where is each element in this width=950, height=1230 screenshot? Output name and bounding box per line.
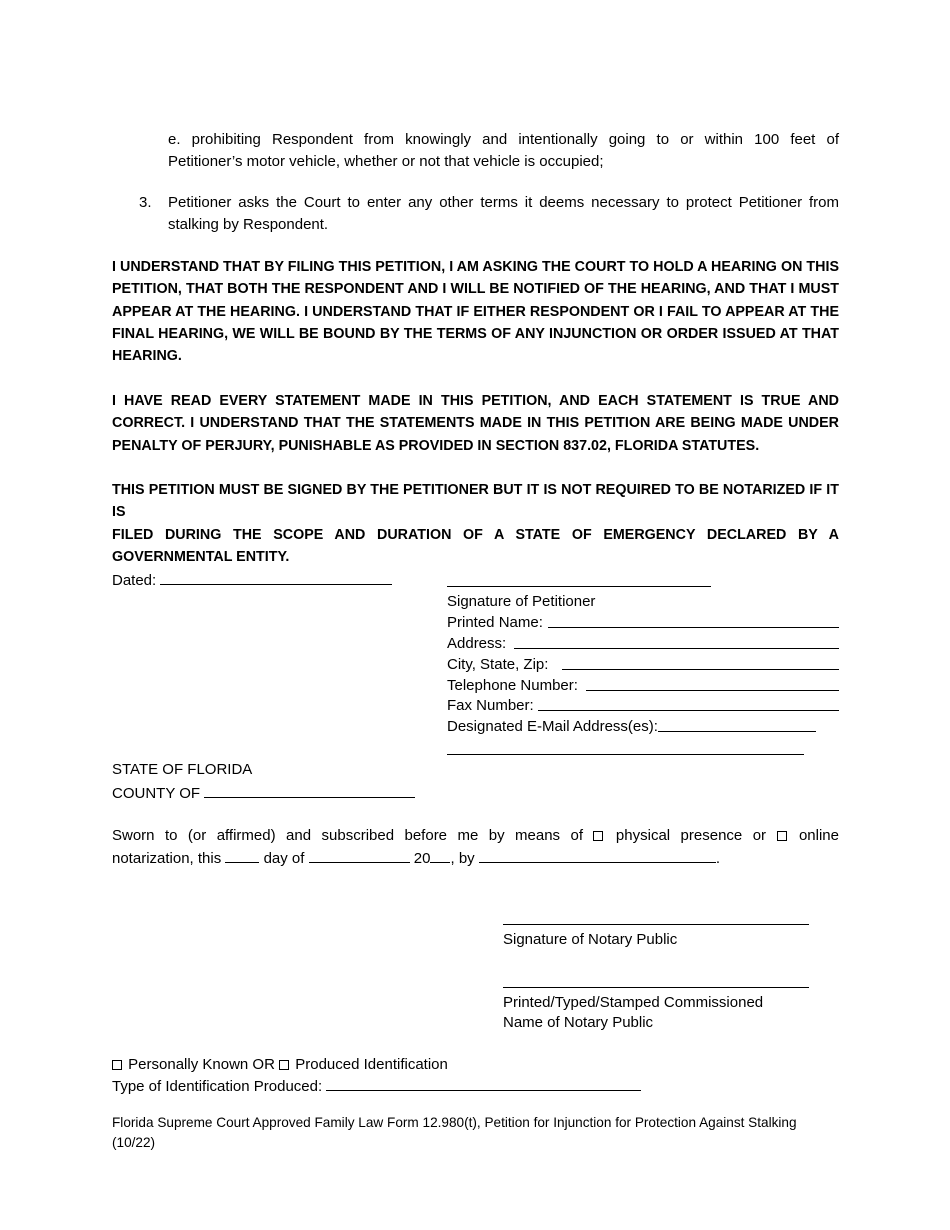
printed-name-blank[interactable] [548, 612, 839, 628]
petitioner-signature-line[interactable] [447, 586, 711, 587]
physical-presence-label: physical presence or [615, 827, 767, 844]
item-3-line-1: Petitioner asks the Court to enter any other terms it deems necessary to protect Petitioner from [168, 194, 839, 211]
footer [112, 1113, 797, 1153]
produced-identification-label: Produced Identification [295, 1056, 448, 1073]
state-label: STATE OF FLORIDA [112, 761, 253, 778]
city-state-zip-label: City, State, Zip: [447, 656, 549, 673]
identification-type-label: Type of Identification Produced: [112, 1078, 323, 1095]
telephone-blank[interactable] [586, 675, 839, 691]
sworn-text: Sworn to (or affirmed) and subscribed before me by means of [112, 827, 584, 844]
day-blank[interactable] [225, 847, 259, 863]
footer-form-date: (10/22) [112, 1135, 156, 1150]
item-3 [168, 192, 839, 235]
sworn-statement [112, 825, 839, 869]
email-label: Designated E-Mail Address(es): [447, 718, 658, 735]
email-blank[interactable] [658, 716, 816, 732]
address-field [447, 633, 839, 654]
personally-known-label: Personally Known OR [128, 1056, 275, 1073]
item-e-line-1: e. prohibiting Respondent from knowingly and intentionally going to or within 100 feet of [168, 131, 839, 148]
email-field [447, 716, 816, 737]
notice-hearing-line: PETITION, THAT BOTH THE RESPONDENT AND I WILL BE NOTIFIED OF THE HEARING, AND THAT I MUST [112, 281, 839, 298]
fax-blank[interactable] [538, 695, 839, 711]
item-e-line-2: Petitioner’s motor vehicle, whether or not that vehicle is occupied; [168, 152, 604, 170]
year-blank[interactable] [430, 847, 450, 863]
item-3-line-2: stalking by Respondent. [168, 215, 329, 233]
notice-perjury-line: I HAVE READ EVERY STATEMENT MADE IN THIS PETITION, AND EACH STATEMENT IS TRUE AND [112, 393, 839, 409]
notice-perjury-line: PENALTY OF PERJURY, PUNISHABLE AS PROVIDED IN SECTION 837.02, FLORIDA STATUTES. [112, 437, 760, 454]
notice-signature [112, 479, 839, 568]
notice-signature-line: GOVERNMENTAL ENTITY. [112, 548, 290, 565]
dated-label: Dated: [112, 572, 157, 589]
notice-perjury [112, 390, 839, 457]
county-label: COUNTY OF [112, 785, 201, 802]
notary-signature-label: Signature of Notary Public [503, 931, 678, 948]
notice-hearing [112, 256, 839, 367]
dated-blank[interactable] [160, 569, 392, 585]
notice-hearing-line: I UNDERSTAND THAT BY FILING THIS PETITION, I AM ASKING THE COURT TO HOLD A HEARING ON THIS [112, 259, 839, 275]
city-state-zip-blank[interactable] [562, 654, 839, 670]
county-blank[interactable] [204, 782, 415, 798]
identification-type-blank[interactable] [326, 1075, 641, 1091]
notary-signature-line[interactable] [503, 924, 809, 925]
online-notarization-checkbox[interactable] [777, 831, 787, 841]
city-state-zip-field [447, 654, 839, 675]
sworn-by-blank[interactable] [479, 847, 716, 863]
notice-hearing-line: FINAL HEARING, WE WILL BE BOUND BY THE TERMS OF ANY INJUNCTION OR ORDER ISSUED AT THAT [112, 325, 839, 342]
notice-signature-line: FILED DURING THE SCOPE AND DURATION OF A STATE OF EMERGENCY DECLARED BY A [112, 526, 839, 543]
notice-signature-line: THIS PETITION MUST BE SIGNED BY THE PETITIONER BUT IT IS NOT REQUIRED TO BE NOTARIZED IF IT IS [112, 482, 839, 521]
produced-identification-checkbox[interactable] [279, 1060, 289, 1070]
sworn-line-1 [112, 825, 839, 847]
printed-name-label: Printed Name: [447, 614, 543, 631]
identification-options [112, 1054, 448, 1075]
sworn-by-text: , by [450, 849, 475, 867]
sworn-notarization-text: notarization, this [112, 849, 222, 867]
item-e [168, 129, 839, 172]
address-label: Address: [447, 635, 507, 652]
email-extra-line[interactable] [447, 754, 804, 755]
fax-field [447, 695, 839, 716]
sworn-line-2 [112, 847, 839, 870]
telephone-label: Telephone Number: [447, 677, 578, 694]
fax-label: Fax Number: [447, 697, 534, 714]
sworn-day-of-text: day of [263, 849, 305, 867]
notary-name-label-1: Printed/Typed/Stamped Commissioned [503, 994, 764, 1011]
identification-type-field [112, 1075, 641, 1097]
sworn-period: . [715, 849, 721, 867]
personally-known-checkbox[interactable] [112, 1060, 122, 1070]
notice-perjury-line: CORRECT. I UNDERSTAND THAT THE STATEMENTS MADE IN THIS PETITION ARE BEING MADE UNDER [112, 415, 839, 432]
telephone-field [447, 675, 839, 696]
dated-field [112, 569, 392, 591]
notary-name-line[interactable] [503, 987, 809, 988]
notice-hearing-line: APPEAR AT THE HEARING. I UNDERSTAND THAT IF EITHER RESPONDENT OR I FAIL TO APPEAR AT THE [112, 303, 839, 320]
online-label: online [798, 827, 839, 844]
address-blank[interactable] [514, 633, 839, 649]
sworn-year-prefix: 20 [413, 849, 431, 867]
county-field [112, 782, 415, 804]
item-3-number: 3. [139, 194, 152, 211]
month-blank[interactable] [309, 847, 410, 863]
notary-name-label-2: Name of Notary Public [503, 1014, 654, 1031]
petitioner-signature-label: Signature of Petitioner [447, 593, 596, 610]
physical-presence-checkbox[interactable] [593, 831, 603, 841]
printed-name-field [447, 612, 839, 633]
footer-form-citation: Florida Supreme Court Approved Family Law Form 12.980(t), Petition for Injunction for Protection Against Stalking [112, 1115, 797, 1130]
notice-hearing-line: HEARING. [112, 348, 182, 365]
